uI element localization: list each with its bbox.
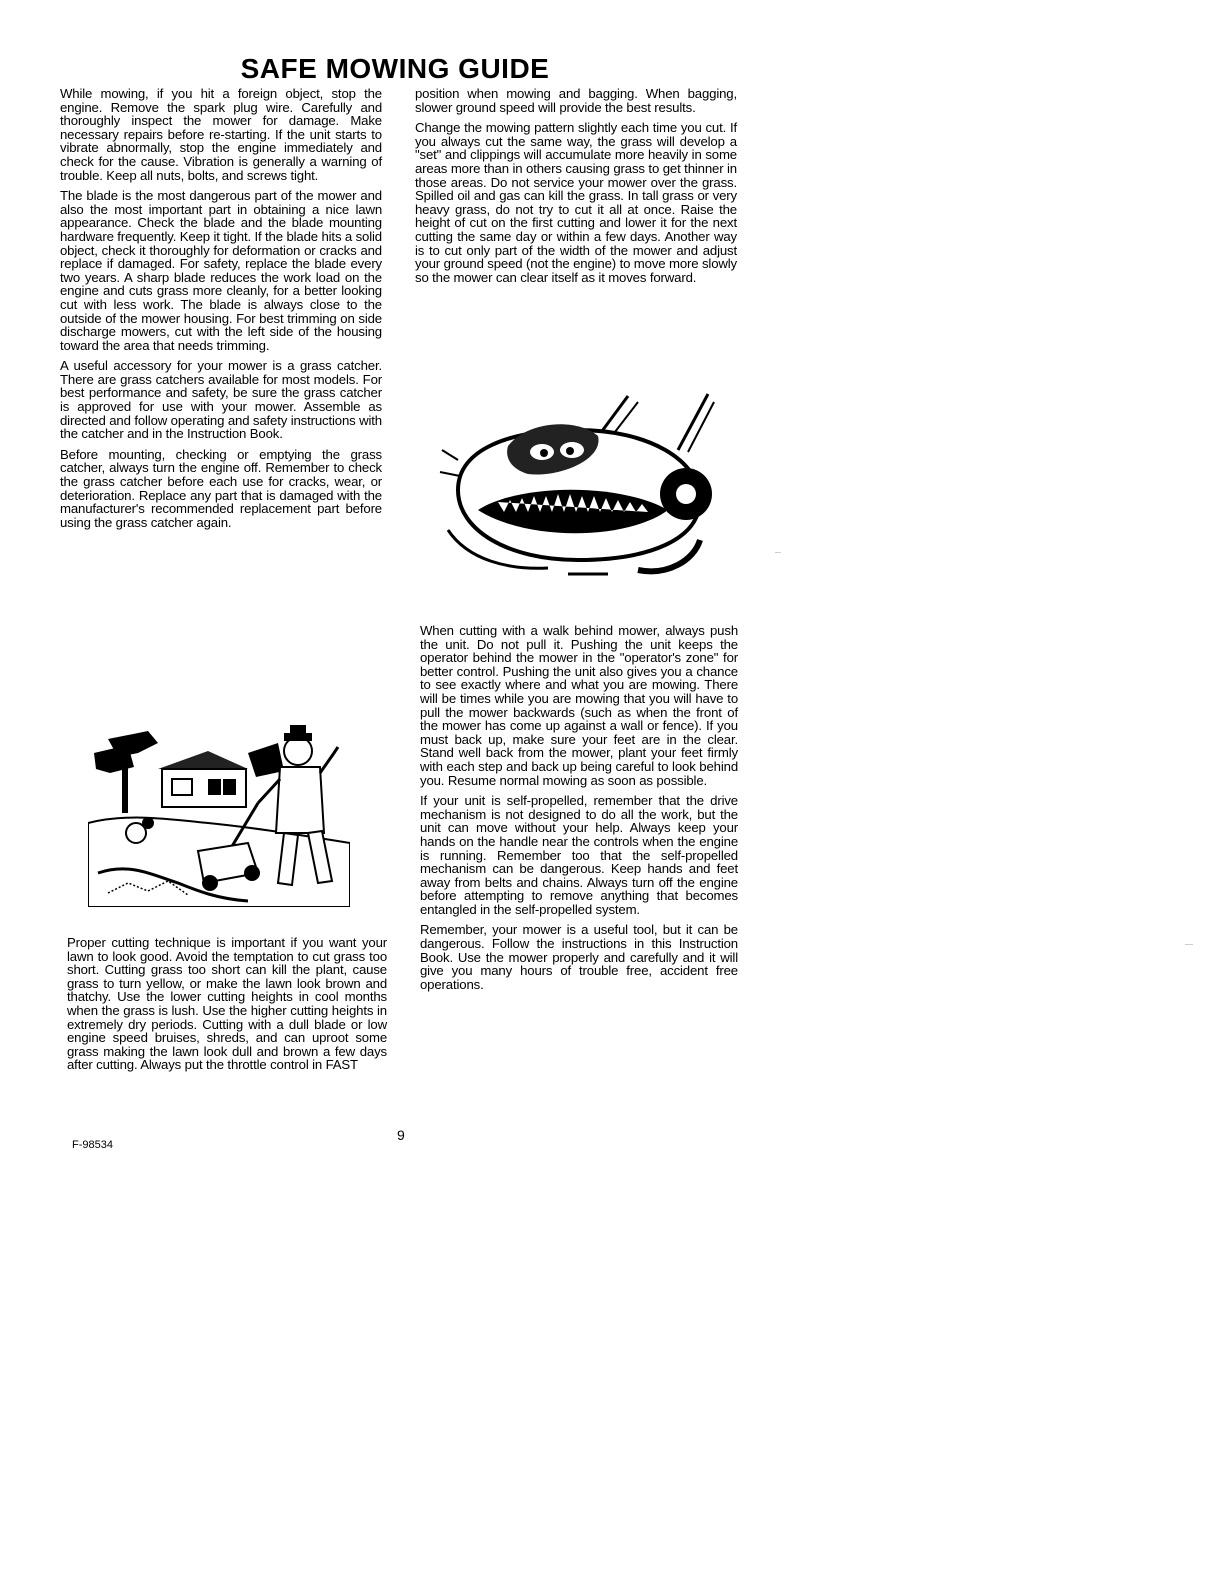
angry-mower-illustration bbox=[438, 390, 720, 588]
right-column-top bbox=[415, 87, 737, 291]
scan-mark bbox=[775, 552, 781, 553]
right-column-bottom bbox=[420, 624, 738, 998]
paragraph-foreign-object: While mowing, if you hit a foreign object, stop the engine. Remove the spark plug wire. Carefully and thoroughly inspect the mower for damage. Make necessary repairs before re-starting. If the unit starts to vibrate abnormally, stop the engine immediately and check for the cause. Vibration is generally a warning of trouble. Keep all nuts, bolts, and screws tight. bbox=[60, 86, 382, 183]
paragraph-grass-catcher: A useful accessory for your mower is a grass catcher. There are grass catchers available for most models. For best performance and safety, be sure the grass catcher is approved for use with your mower. Assemble as directed and follow operating and safety instructions with the catcher and in the Instruction Book. bbox=[60, 358, 382, 442]
paragraph-throttle-position: position when mowing and bagging. When bagging, slower ground speed will provide the best results. bbox=[415, 86, 737, 115]
man-mowing-illustration bbox=[88, 723, 350, 907]
page-number: 9 bbox=[397, 1127, 405, 1143]
paragraph-cutting-technique: Proper cutting technique is important if you want your lawn to look good. Avoid the temptation to cut grass too short. Cutting grass too short can kill the plant, cause grass to turn yellow, or make the lawn look brown and thatchy. Use the lower cutting heights in cool months when the grass is lush. Use the higher cutting heights in extremely dry periods. Cutting with a dull blade or low engine speed bruises, shreds, and can uproot some grass making the lawn look dull and brown a few days after cutting. Always put the throttle control in FAST bbox=[67, 935, 387, 1073]
paragraph-catcher-check: Before mounting, checking or emptying the grass catcher, always turn the engine off. Remember to check the grass catcher before each use for cracks, wear, or deterioration. Replace any part that is damaged with the manufacturer's recommended replacement part before using the grass catcher again. bbox=[60, 446, 382, 530]
left-column-bottom bbox=[67, 936, 387, 1079]
paragraph-push-mower: When cutting with a walk behind mower, always push the unit. Do not pull it. Pushing the unit keeps the operator behind the mower in the "operator's zone" for better control. Pushing the unit also gives you a chance to see exactly where and what you are mowing. There will be times while you are mowing that you will have to pull the mower backwards (such as when the front of the mower has come up against a wall or fence). If you must back up, make sure your feet are in the clear. Stand well back from the mower, plant your feet firmly with each step and back up being careful to look behind you. Resume normal mowing as soon as possible. bbox=[420, 623, 738, 788]
paragraph-blade: The blade is the most dangerous part of the mower and also the most important part in obtaining a nice lawn appearance. Check the blade and the blade mounting hardware frequently. Keep it tight. If the blade hits a solid object, check it thoroughly for deformation or cracks and replace if damaged. For safety, replace the blade every two years. A sharp blade reduces the work load on the engine and cuts grass more cleanly, for a better looking cut with less work. The blade is always close to the outside of the mower housing. For best trimming on side discharge mowers, cut with the left side of the housing toward the area that needs trimming. bbox=[60, 188, 382, 353]
document-code: F-98534 bbox=[72, 1139, 113, 1151]
paragraph-useful-tool: Remember, your mower is a useful tool, but it can be dangerous. Follow the instructions in this Instruction Book. Use the mower properly and carefully and it will give you many hours of trouble free, accident free operations. bbox=[420, 922, 738, 992]
left-column-top bbox=[60, 87, 382, 536]
scan-mark bbox=[1185, 944, 1193, 945]
page-title: SAFE MOWING GUIDE bbox=[240, 53, 550, 84]
paragraph-self-propelled: If your unit is self-propelled, remember that the drive mechanism is not designed to do all the work, but the unit can move without your help. Always keep your hands on the handle near the controls when the engine is running. Remember too that the self-propelled mechanism can be dangerous. Keep hands and feet away from belts and chains. Always turn off the engine before attempting to remove anything that becomes entangled in the self-propelled system. bbox=[420, 793, 738, 917]
paragraph-mowing-pattern: Change the mowing pattern slightly each time you cut. If you always cut the same way, the grass will develop a "set" and clippings will accumulate more heavily in some areas more than in others causing grass to get thinner in those areas. Do not service your mower over the grass. Spilled oil and gas can kill the grass. In tall grass or very heavy grass, do not try to cut it all at once. Raise the height of cut on the first cutting and lower it for the next cutting the same day or within a few days. Another way is to cut only part of the width of the mower and adjust your ground speed (not the engine) to move more slowly so the mower can clear itself as it moves forward. bbox=[415, 120, 737, 285]
